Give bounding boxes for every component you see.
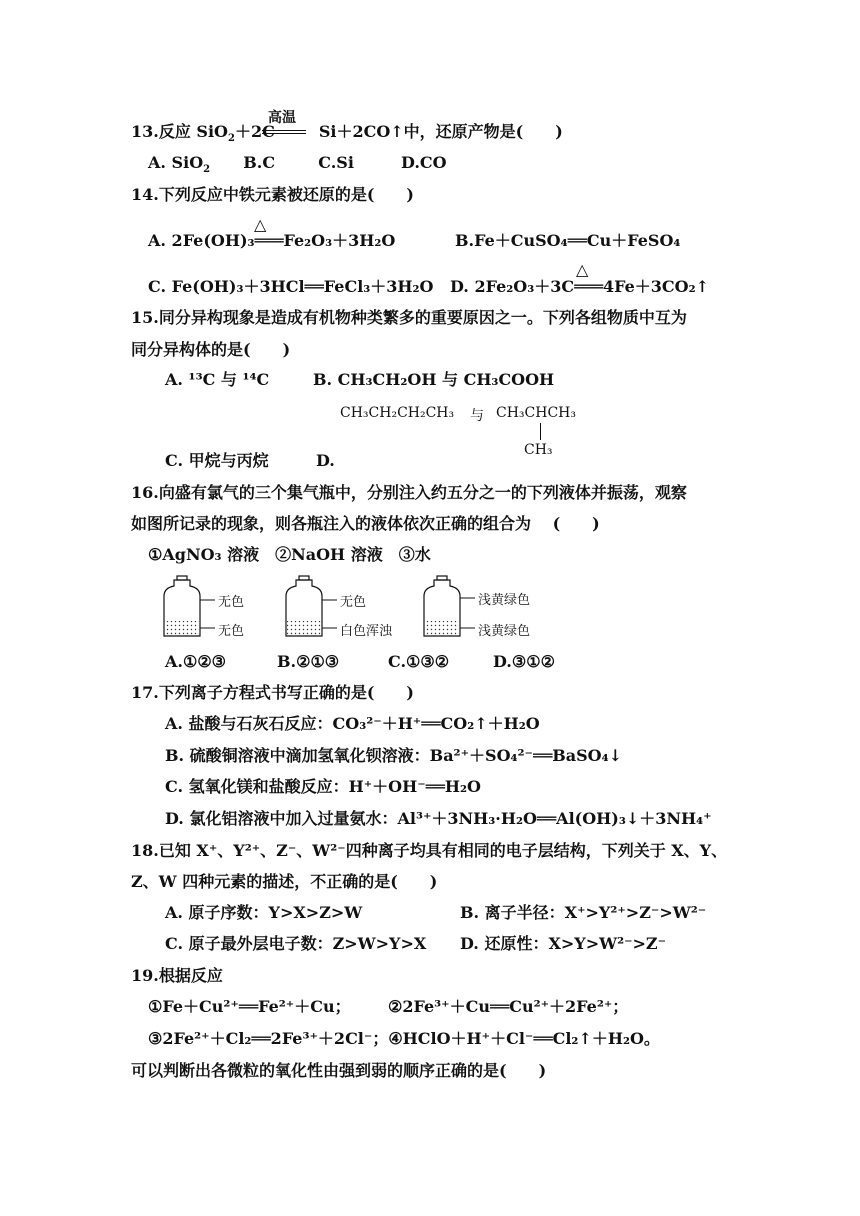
bottle-1-bottom-label: 无色 [218, 624, 245, 639]
q17-option-c: C. 氢氧化镁和盐酸反应：H⁺＋OH⁻══H₂O [165, 777, 481, 796]
bottle-3 [424, 576, 475, 636]
q13-options [148, 153, 447, 176]
q13-stem: 13.反应 SiO$_2$＋2C Si＋2CO↑中，还原产物是( ) [131, 122, 563, 145]
bottle-2 [286, 576, 337, 636]
q13-condition: 高温 [268, 110, 296, 126]
bottle-1-top-label: 无色 [218, 595, 245, 610]
q19-stem: 19.根据反应 [131, 966, 223, 985]
q13-option-a: A. SiO$_2$ [148, 153, 211, 176]
q16-stem-line2: 如图所记录的现象，则各瓶注入的液体依次正确的组合为 ( ) [131, 514, 600, 533]
q17-stem: 17.下列离子方程式书写正确的是( ) [131, 683, 414, 702]
q16-option-c: C.①③② [388, 652, 450, 671]
q14-d-condition: △ [576, 260, 589, 279]
q16-option-b: B.②①③ [277, 652, 340, 671]
bottle-2-bottom-label: 白色浑浊 [340, 624, 393, 639]
q14-option-d: D. 2Fe₂O₃＋3C═══4Fe＋3CO₂↑ [450, 277, 709, 296]
q14-a-condition: △ [254, 215, 267, 234]
q13-option-b: B.C [243, 153, 276, 172]
q14-option-b: B.Fe＋CuSO₄══Cu＋FeSO₄ [455, 231, 681, 250]
bottle-1 [164, 576, 215, 636]
bottle-3-bottom-label: 浅黄绿色 [478, 624, 531, 639]
q15-struct-branch: CH₃ [524, 442, 553, 458]
q15-stem-line2: 同分异构体的是( ) [131, 340, 291, 359]
q15-option-b: B. CH₃CH₂OH 与 CH₃COOH [313, 370, 555, 389]
q13-option-c: C.Si [318, 153, 354, 172]
q18-stem-line1: 18.已知 X⁺、Y²⁺、Z⁻、W²⁻四种离子均具有相同的电子层结构，下列关于 X、Y、 [131, 841, 728, 860]
q19-reaction-1: ①Fe＋Cu²⁺══Fe²⁺＋Cu； [148, 997, 351, 1016]
bottle-2-top-label: 无色 [340, 595, 367, 610]
q15-option-a: A. ¹³C 与 ¹⁴C [165, 370, 270, 389]
q15-struct-butane: CH₃CH₂CH₂CH₃ [340, 405, 455, 421]
q15-struct-isobutane: CH₃CHCH₃ [496, 405, 576, 421]
q13-stem-mid1: ＋2C [234, 122, 275, 141]
q16-option-d: D.③①② [493, 652, 555, 671]
q17-option-b: B. 硫酸铜溶液中滴加氢氧化钡溶液：Ba²⁺＋SO₄²⁻══BaSO₄↓ [165, 746, 623, 765]
q15-struct-bond [540, 423, 541, 440]
q14-stem: 14.下列反应中铁元素被还原的是( ) [131, 185, 414, 204]
q18-option-c: C. 原子最外层电子数：Z>W>Y>X [165, 934, 427, 953]
q15-option-c: C. 甲烷与丙烷 [165, 451, 269, 470]
q14-option-a: A. 2Fe(OH)₃═══Fe₂O₃＋3H₂O [148, 231, 396, 250]
q19-reaction-3-4: ③2Fe²⁺＋Cl₂══2Fe³⁺＋2Cl⁻；④HClO＋H⁺＋Cl⁻══Cl₂↑＋H₂O。 [148, 1029, 660, 1048]
q13-stem-mid2: Si＋2CO↑中，还原产物是( ) [318, 122, 563, 141]
q16-stem-line1: 16.向盛有氯气的三个集气瓶中，分别注入约五分之一的下列液体并振荡，观察 [131, 483, 687, 502]
q14-option-c: C. Fe(OH)₃＋3HCl══FeCl₃＋3H₂O [148, 277, 434, 296]
bottle-3-top-label: 浅黄绿色 [478, 593, 531, 608]
q18-option-b: B. 离子半径：X⁺>Y²⁺>Z⁻>W²⁻ [460, 903, 707, 922]
q15-stem-line1: 15.同分异构现象是造成有机物种类繁多的重要原因之一。下列各组物质中互为 [131, 308, 687, 327]
q16-reagents: ①AgNO₃ 溶液 ②NaOH 溶液 ③水 [148, 545, 431, 564]
q15-struct-with: 与 [470, 408, 484, 424]
q19-question: 可以判断出各微粒的氧化性由强到弱的顺序正确的是( ) [131, 1061, 547, 1080]
q13-option-d: D.CO [401, 153, 447, 172]
q13-equals-sign [262, 130, 306, 134]
q17-option-d: D. 氯化铝溶液中加入过量氨水：Al³⁺＋3NH₃·H₂O══Al(OH)₃↓＋3NH₄⁺ [165, 809, 712, 828]
q18-option-d: D. 还原性：X>Y>W²⁻>Z⁻ [460, 934, 667, 953]
q18-option-a: A. 原子序数：Y>X>Z>W [165, 903, 363, 922]
q15-option-d: D. [316, 451, 335, 470]
q17-option-a: A. 盐酸与石灰石反应：CO₃²⁻＋H⁺══CO₂↑＋H₂O [165, 714, 540, 733]
q18-stem-line2: Z、W 四种元素的描述，不正确的是( ) [131, 872, 438, 891]
q16-option-a: A.①②③ [165, 652, 227, 671]
q19-reaction-2: ②2Fe³⁺＋Cu══Cu²⁺＋2Fe²⁺； [388, 997, 629, 1016]
q13-stem-pre: 13.反应 SiO [131, 122, 228, 141]
